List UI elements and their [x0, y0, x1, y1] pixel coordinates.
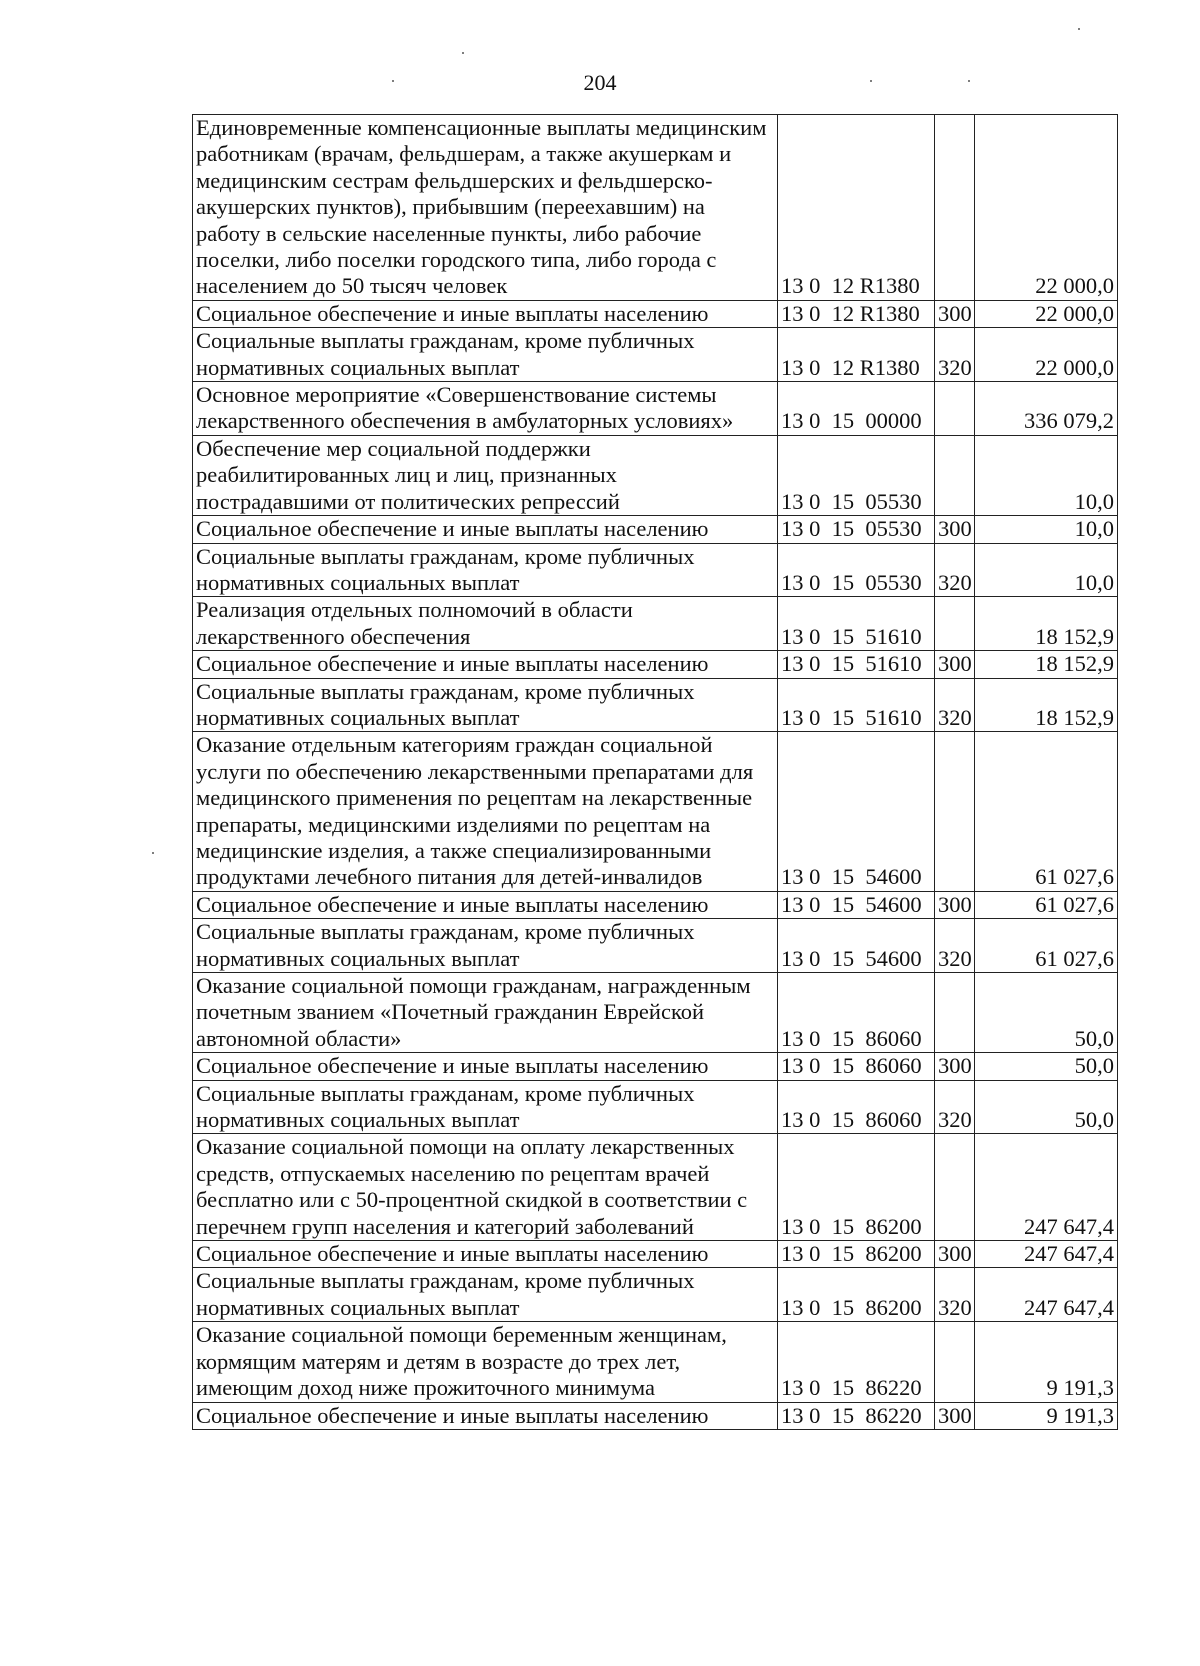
- row-amount-cell: 10,0: [975, 435, 1118, 515]
- row-amount-cell: 10,0: [975, 516, 1118, 543]
- row-name-cell: Социальные выплаты гражданам, кроме публичных нормативных социальных выплат: [193, 1080, 778, 1134]
- table-row: [193, 300, 1118, 327]
- row-amount-cell: 247 647,4: [975, 1268, 1118, 1322]
- table-row: [193, 1268, 1118, 1322]
- row-name-cell: Социальное обеспечение и иные выплаты населению: [193, 1402, 778, 1429]
- row-name-cell: Реализация отдельных полномочий в области лекарственного обеспечения: [193, 597, 778, 651]
- table-row: [193, 382, 1118, 436]
- scan-speck: [870, 80, 872, 82]
- row-expense-type-cell: 320: [935, 919, 975, 973]
- row-target-article-cell: 13 0 12 R1380: [778, 115, 935, 301]
- row-amount-cell: 61 027,6: [975, 919, 1118, 973]
- row-target-article-cell: 13 0 12 R1380: [778, 300, 935, 327]
- row-amount-cell: 247 647,4: [975, 1241, 1118, 1268]
- row-amount-cell: 22 000,0: [975, 328, 1118, 382]
- row-name-cell: Социальные выплаты гражданам, кроме публичных нормативных социальных выплат: [193, 678, 778, 732]
- row-name-cell: Социальное обеспечение и иные выплаты населению: [193, 516, 778, 543]
- table-row: [193, 678, 1118, 732]
- table-row: [193, 919, 1118, 973]
- row-expense-type-cell: 300: [935, 891, 975, 918]
- table-row: [193, 115, 1118, 301]
- row-expense-type-cell: 300: [935, 651, 975, 678]
- row-target-article-cell: 13 0 15 00000: [778, 382, 935, 436]
- table-row: [193, 516, 1118, 543]
- row-name-cell: Оказание отдельным категориям граждан социальной услуги по обеспечению лекарственными препаратами для медицинского применения по рецептам на лекарственные препараты, медицинскими изделиями по рецептам на медицинские изделия, а также специализированными продуктами лечебного питания для детей-инвалидов: [193, 732, 778, 891]
- row-name-cell: Социальное обеспечение и иные выплаты населению: [193, 1053, 778, 1080]
- row-expense-type-cell: [935, 732, 975, 891]
- table-row: [193, 328, 1118, 382]
- table-row: [193, 1134, 1118, 1241]
- row-target-article-cell: 13 0 15 05530: [778, 516, 935, 543]
- row-amount-cell: 61 027,6: [975, 891, 1118, 918]
- table-row: [193, 543, 1118, 597]
- row-name-cell: Социальное обеспечение и иные выплаты населению: [193, 300, 778, 327]
- row-name-cell: Оказание социальной помощи на оплату лекарственных средств, отпускаемых населению по рецептам врачей бесплатно или с 50-процентной скидкой в соответствии с перечнем групп населения и категорий заболеваний: [193, 1134, 778, 1241]
- row-name-cell: Социальные выплаты гражданам, кроме публичных нормативных социальных выплат: [193, 1268, 778, 1322]
- row-expense-type-cell: 300: [935, 516, 975, 543]
- table-row: [193, 891, 1118, 918]
- row-amount-cell: 336 079,2: [975, 382, 1118, 436]
- row-name-cell: Обеспечение мер социальной поддержки реабилитированных лиц и лиц, признанных пострадавшими от политических репрессий: [193, 435, 778, 515]
- budget-table-body: [193, 115, 1118, 1430]
- row-amount-cell: 50,0: [975, 1053, 1118, 1080]
- table-row: [193, 1080, 1118, 1134]
- row-name-cell: Социальные выплаты гражданам, кроме публичных нормативных социальных выплат: [193, 543, 778, 597]
- scan-speck: [392, 80, 394, 82]
- row-target-article-cell: 13 0 15 54600: [778, 891, 935, 918]
- row-name-cell: Социальные выплаты гражданам, кроме публичных нормативных социальных выплат: [193, 328, 778, 382]
- row-amount-cell: 50,0: [975, 1080, 1118, 1134]
- row-name-cell: Социальное обеспечение и иные выплаты населению: [193, 891, 778, 918]
- row-amount-cell: 18 152,9: [975, 651, 1118, 678]
- table-row: [193, 973, 1118, 1053]
- row-name-cell: Оказание социальной помощи гражданам, награжденным почетным званием «Почетный гражданин Еврейской автономной области»: [193, 973, 778, 1053]
- row-target-article-cell: 13 0 15 05530: [778, 543, 935, 597]
- row-target-article-cell: 13 0 15 86060: [778, 1080, 935, 1134]
- row-name-cell: Основное мероприятие «Совершенствование системы лекарственного обеспечения в амбулаторных условиях»: [193, 382, 778, 436]
- row-target-article-cell: 13 0 15 86200: [778, 1241, 935, 1268]
- row-amount-cell: 50,0: [975, 973, 1118, 1053]
- table-row: [193, 1322, 1118, 1402]
- row-target-article-cell: 13 0 15 51610: [778, 597, 935, 651]
- row-name-cell: Социальное обеспечение и иные выплаты населению: [193, 651, 778, 678]
- row-target-article-cell: 13 0 15 54600: [778, 732, 935, 891]
- row-target-article-cell: 13 0 15 86060: [778, 1053, 935, 1080]
- row-amount-cell: 18 152,9: [975, 597, 1118, 651]
- row-expense-type-cell: [935, 382, 975, 436]
- row-amount-cell: 9 191,3: [975, 1402, 1118, 1429]
- row-expense-type-cell: [935, 597, 975, 651]
- scan-speck: [462, 52, 464, 54]
- row-name-cell: Единовременные компенсационные выплаты медицинским работникам (врачам, фельдшерам, а также акушеркам и медицинским сестрам фельдшерских и фельдшерско-акушерских пунктов), прибывшим (переехавшим) на работу в сельские населенные пункты, либо рабочие поселки, либо поселки городского типа, либо города с населением до 50 тысяч человек: [193, 115, 778, 301]
- row-expense-type-cell: 320: [935, 543, 975, 597]
- row-amount-cell: 18 152,9: [975, 678, 1118, 732]
- scan-speck: [152, 852, 154, 854]
- row-target-article-cell: 13 0 15 86200: [778, 1268, 935, 1322]
- row-expense-type-cell: [935, 435, 975, 515]
- row-target-article-cell: 13 0 15 86220: [778, 1402, 935, 1429]
- row-amount-cell: 61 027,6: [975, 732, 1118, 891]
- scan-speck: [1078, 28, 1080, 30]
- row-amount-cell: 22 000,0: [975, 300, 1118, 327]
- row-amount-cell: 10,0: [975, 543, 1118, 597]
- row-expense-type-cell: 320: [935, 328, 975, 382]
- table-row: [193, 597, 1118, 651]
- row-amount-cell: 22 000,0: [975, 115, 1118, 301]
- table-row: [193, 1402, 1118, 1429]
- row-amount-cell: 247 647,4: [975, 1134, 1118, 1241]
- table-row: [193, 1241, 1118, 1268]
- row-expense-type-cell: 320: [935, 1268, 975, 1322]
- table-row: [193, 435, 1118, 515]
- row-expense-type-cell: 320: [935, 678, 975, 732]
- row-expense-type-cell: 320: [935, 1080, 975, 1134]
- table-row: [193, 651, 1118, 678]
- table-row: [193, 732, 1118, 891]
- row-expense-type-cell: [935, 1322, 975, 1402]
- row-name-cell: Социальное обеспечение и иные выплаты населению: [193, 1241, 778, 1268]
- row-expense-type-cell: 300: [935, 1402, 975, 1429]
- row-expense-type-cell: 300: [935, 1053, 975, 1080]
- row-target-article-cell: 13 0 15 51610: [778, 651, 935, 678]
- page-number: 204: [583, 70, 617, 95]
- table-row: [193, 1053, 1118, 1080]
- row-name-cell: Социальные выплаты гражданам, кроме публичных нормативных социальных выплат: [193, 919, 778, 973]
- row-target-article-cell: 13 0 12 R1380: [778, 328, 935, 382]
- row-target-article-cell: 13 0 15 86220: [778, 1322, 935, 1402]
- row-expense-type-cell: 300: [935, 1241, 975, 1268]
- row-target-article-cell: 13 0 15 86060: [778, 973, 935, 1053]
- budget-table: [192, 114, 1118, 1430]
- row-amount-cell: 9 191,3: [975, 1322, 1118, 1402]
- row-expense-type-cell: 300: [935, 300, 975, 327]
- row-target-article-cell: 13 0 15 86200: [778, 1134, 935, 1241]
- row-target-article-cell: 13 0 15 54600: [778, 919, 935, 973]
- row-expense-type-cell: [935, 973, 975, 1053]
- row-target-article-cell: 13 0 15 51610: [778, 678, 935, 732]
- row-expense-type-cell: [935, 1134, 975, 1241]
- row-target-article-cell: 13 0 15 05530: [778, 435, 935, 515]
- row-name-cell: Оказание социальной помощи беременным женщинам, кормящим матерям и детям в возрасте до трех лет, имеющим доход ниже прожиточного минимума: [193, 1322, 778, 1402]
- row-expense-type-cell: [935, 115, 975, 301]
- scan-speck: [968, 80, 970, 82]
